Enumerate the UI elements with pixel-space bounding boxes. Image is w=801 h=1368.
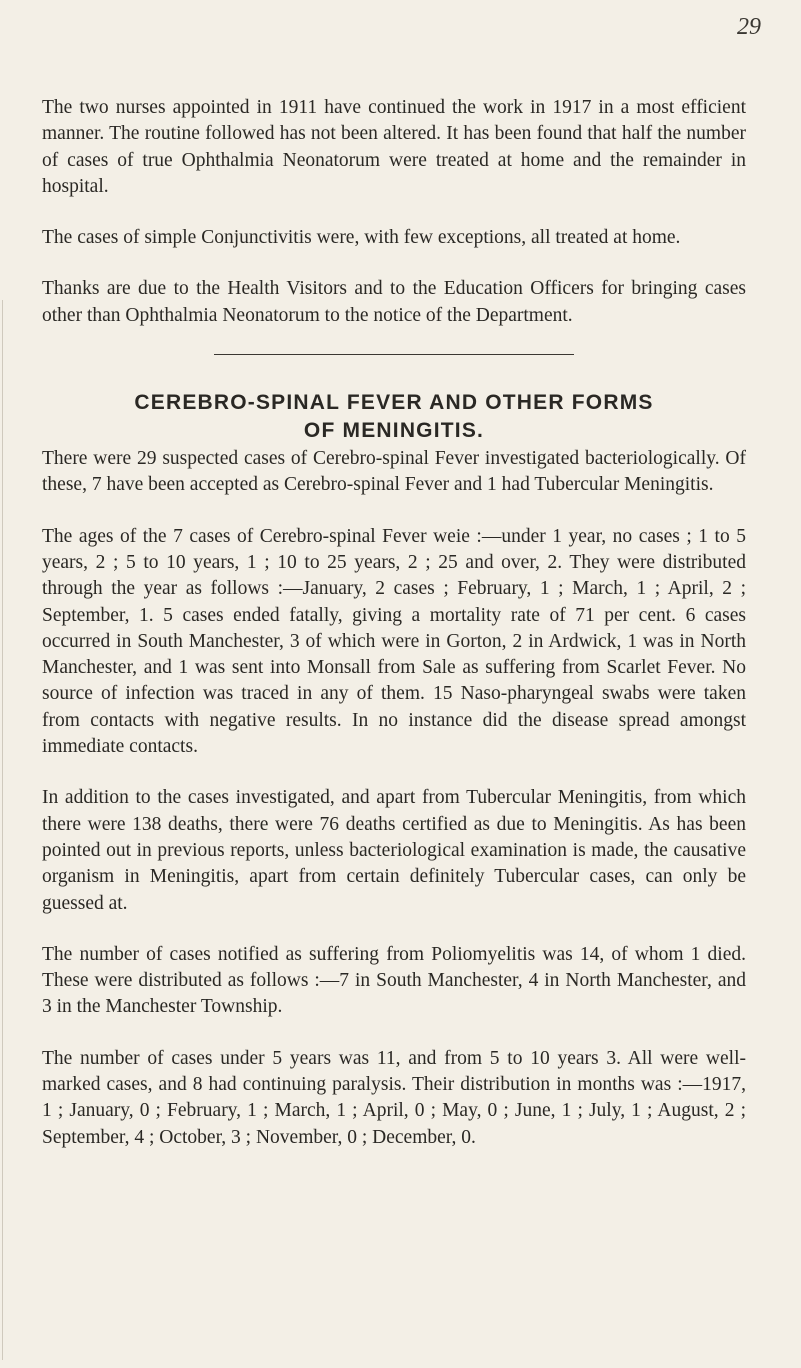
section-heading-line1: CEREBRO-SPINAL FEVER AND OTHER FORMS: [134, 391, 654, 415]
page-body: [42, 95, 746, 1176]
section-heading-line2: OF MENINGITIS.: [303, 419, 485, 443]
paragraph-conjunctivitis: The cases of simple Conjunctivitis were, with few exceptions, all treated at home.: [42, 227, 681, 249]
page-edge-shadow: [2, 300, 3, 1360]
page-number: 29: [737, 14, 761, 40]
paragraph-meningitis-deaths: In addition to the cases investigated, and apart from Tubercular Meningitis, from which there were 138 deaths, there were 76 deaths certified as due to Meningitis. As has been pointed out in previous reports, unless bacteriological examination is made, the causative organism in Meningitis, apart from certain definitely Tubercular cases, can only be guessed at.: [42, 787, 746, 914]
paragraph-suspected-cases: There were 29 suspected cases of Cerebro-spinal Fever investigated bacteriologically. Of these, 7 have been accepted as Cerebro-spinal Fever and 1 had Tubercular Meningitis.: [42, 448, 746, 496]
paragraph-poliomyelitis: The number of cases notified as suffering from Poliomyelitis was 14, of whom 1 died. These were distributed as follows :—7 in South Manchester, 4 in North Manchester, and 3 in the Manchester Township.: [42, 943, 746, 1018]
paragraph-poliomyelitis-months: The number of cases under 5 years was 11, and from 5 to 10 years 3. All were well-marked cases, and 8 had continuing paralysis. Their distribution in months was :—1917, 1 ; January, 0 ; February, 1 ; March, 1 ; April, 0 ; May, 0 ; June, 1 ; July, 1 ; August, 2 ; September, 4 ; October, 3 ; November, 0 ; December, 0.: [42, 1047, 746, 1148]
paragraph-thanks: Thanks are due to the Health Visitors and to the Education Officers for bringing cases other than Ophthalmia Neonatorum to the notice of the Department.: [42, 278, 746, 326]
section-divider: [214, 354, 574, 355]
paragraph-ages-distribution: The ages of the 7 cases of Cerebro-spinal Fever weie :—under 1 year, no cases ; 1 to 5 years, 2 ; 5 to 10 years, 1 ; 10 to 25 years, 2 ; 25 and over, 2. They were distributed through the year as follows :—January, 2 cases ; February, 1 ; March, 1 ; April, 2 ; September, 1. 5 cases ended fatally, giving a mortality rate of 71 per cent. 6 cases occurred in South Manchester, 3 of which were in Gorton, 2 in Ardwick, 1 was in North Manchester, and 1 was sent into Monsall from Sale as suffering from Scarlet Fever. No source of infection was traced in any of them. 15 Naso-pharyngeal swabs were taken from contacts with negative results. In no instance did the disease spread amongst immediate contacts.: [42, 525, 746, 758]
paragraph-nurses: The two nurses appointed in 1911 have continued the work in 1917 in a most efficient manner. The routine followed has not been altered. It has been found that half the number of cases of true Ophthalmia Neonatorum were treated at home and the remainder in hospital.: [42, 97, 746, 197]
